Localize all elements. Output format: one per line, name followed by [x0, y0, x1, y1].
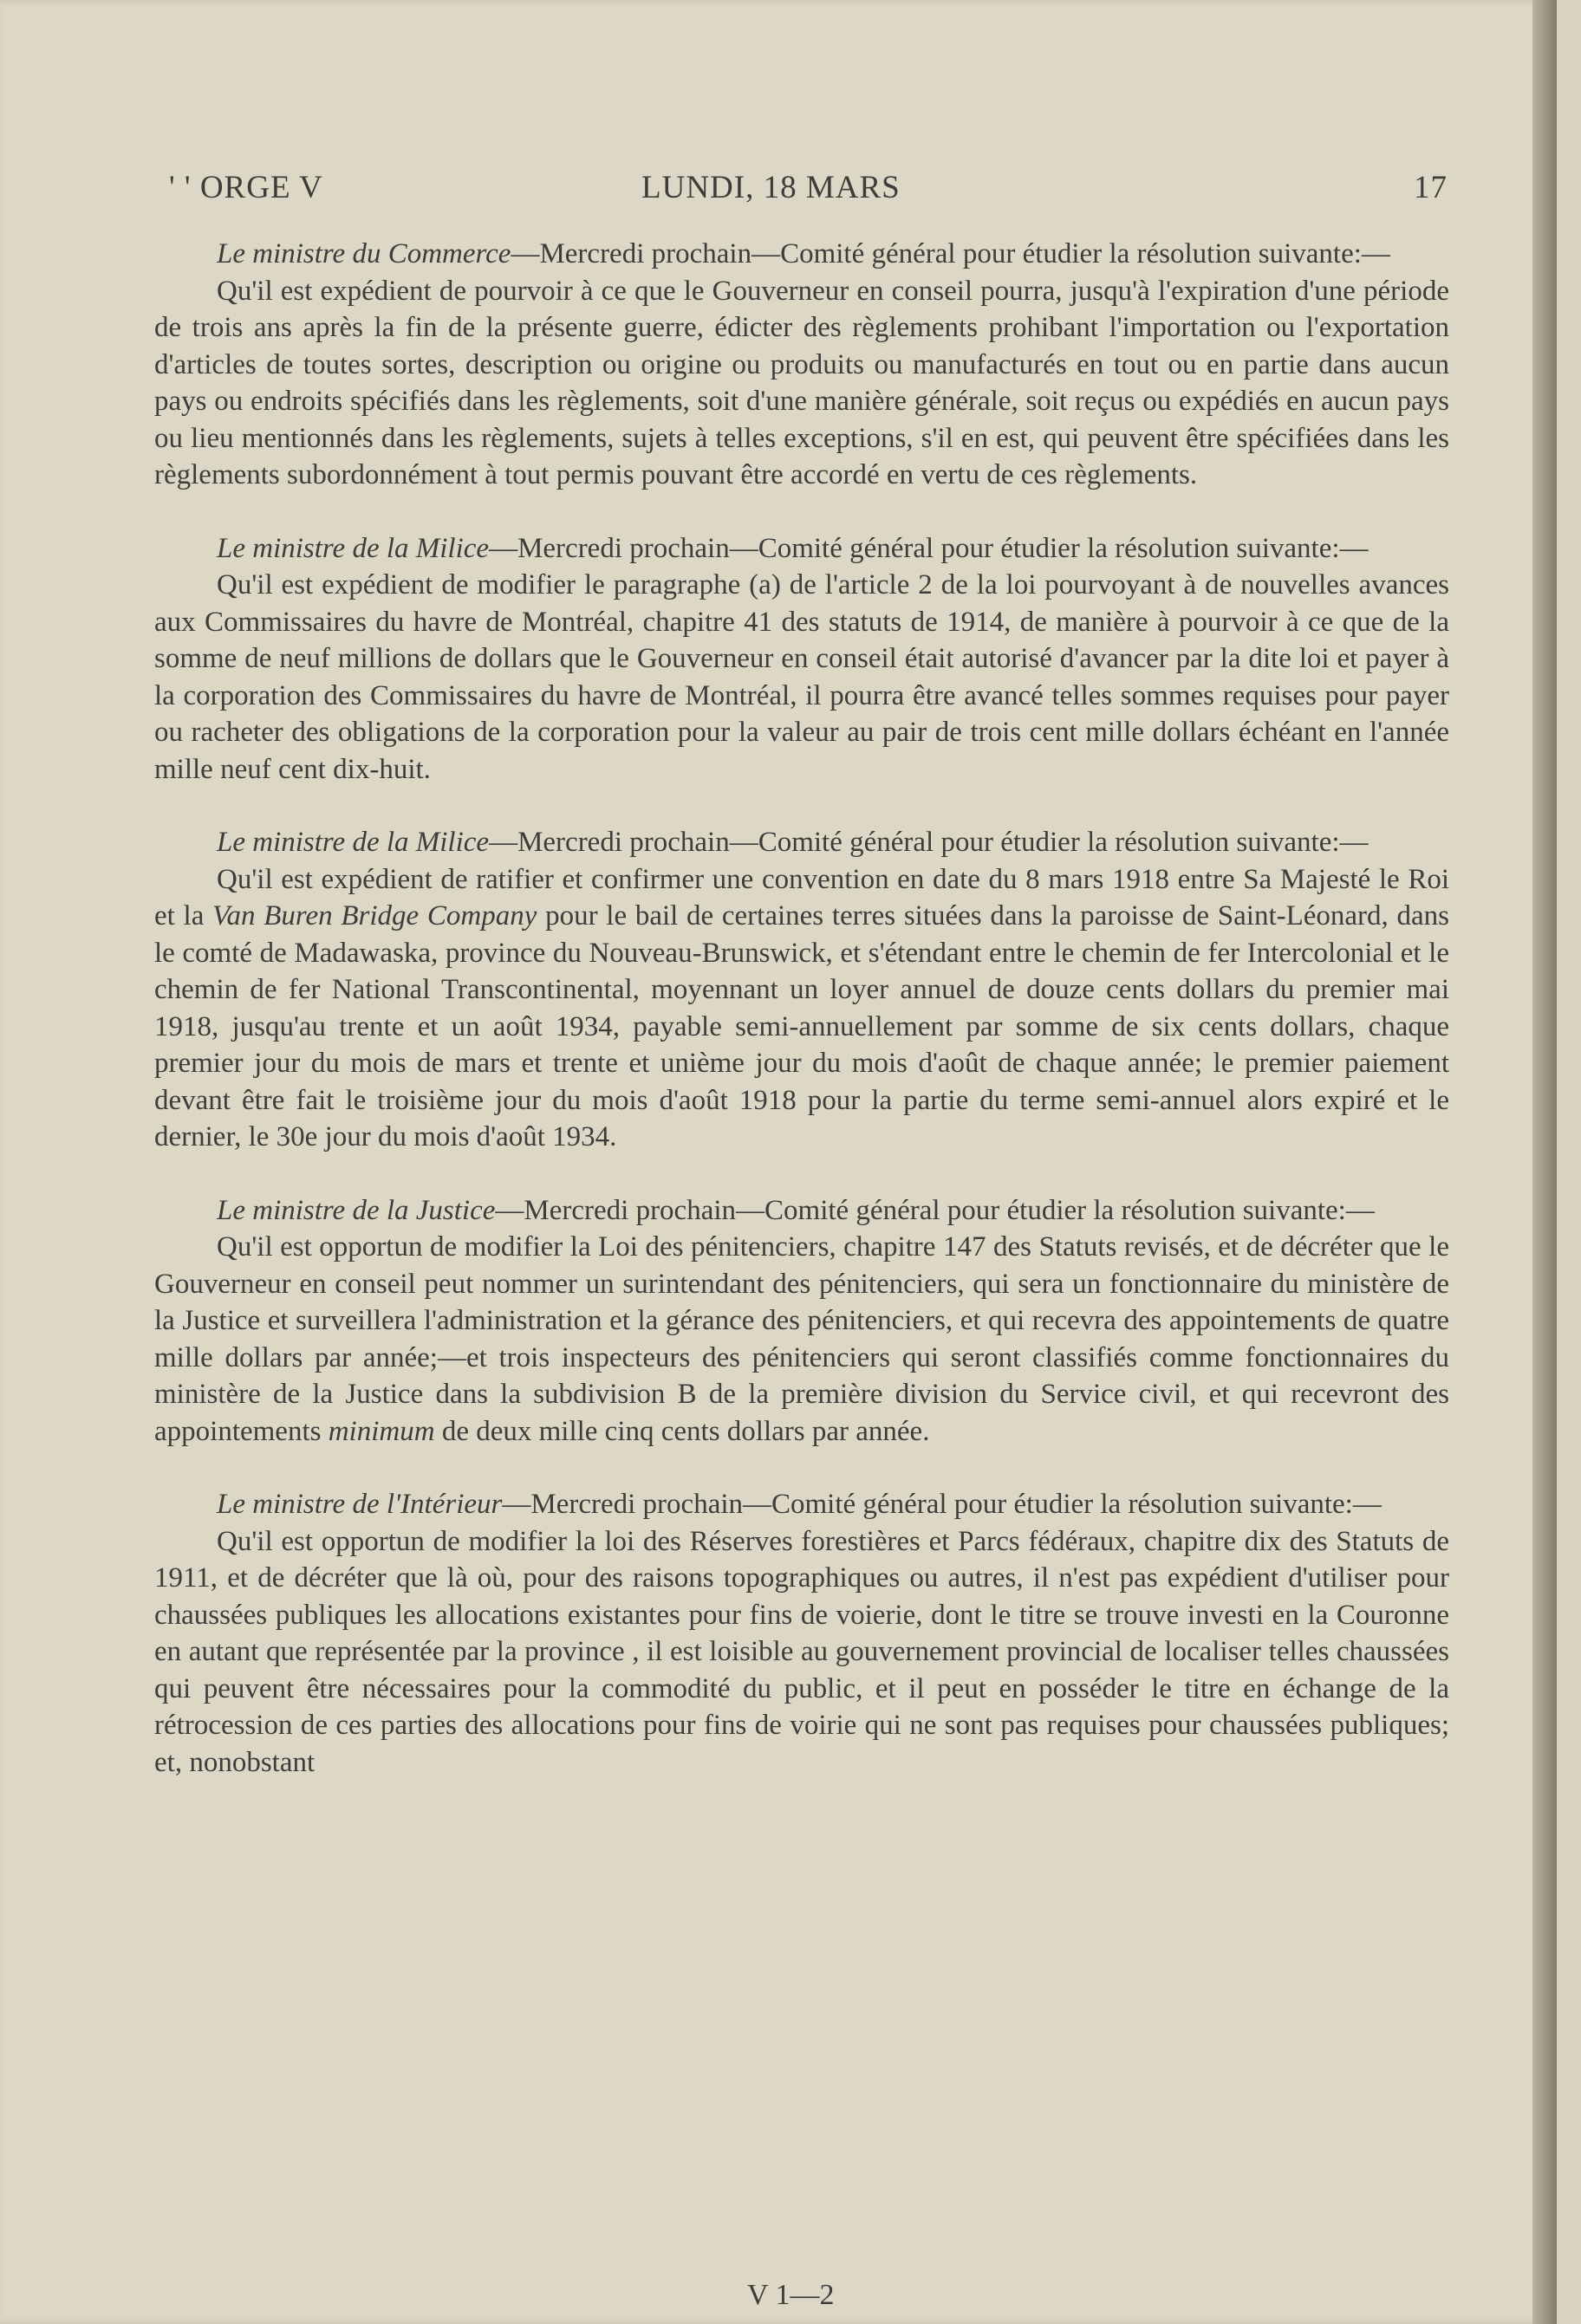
- minister-name: Le ministre de l'Intérieur: [217, 1489, 503, 1520]
- resolution-text: [154, 1229, 1449, 1450]
- notice-lead: [154, 824, 1449, 861]
- resolution-text: [154, 861, 1449, 1156]
- resolution-text-end: pour le bail de certaines terres situées dans la paroisse de Saint-Léonard, dans le comté de Madawaska, province du Nouveau-Brunswick, et s'étendant entre le chemin de fer Intercolonial et le chemin de fer National Transcontinental, moyennant un loyer annuel de douze cents dollars du premier mai 1918, jusqu'au trente et un août 1934, payable semi-annuellement par somme de six cents dollars, chaque premier jour du mois de mars et trente et unième jour du mois d'août de chaque année; le premier paiement devant être fait le troisième jour du mois d'août 1918 pour la partie du terme semi-annuel alors expiré et le dernier, le 30e jour du mois d'août 1934.: [154, 900, 1449, 1152]
- notice-milice-2: [154, 824, 1449, 1156]
- resolution-text: Qu'il est opportun de modifier la loi des Réserves forestières et Parcs fédéraux, chapitre dix des Statuts de 1911, et de décréter que là où, pour des raisons topographiques ou autres, il n'est pas expédient d'utiliser pour chaussées publiques les allocations existantes pour fins de voierie, dont le titre se trouve investi en la Couronne en autant que représentée par la province , il est loisible au gouvernement provincial de localiser telles chaussées qui peuvent être nécessaires pour la commodité du public, et il peut en posséder le titre en échange de la rétrocession de ces parties des allocations pour fins de voirie qui ne sont pas requises pour chaussées publiques; et, nonobstant: [154, 1525, 1449, 1778]
- notice-commerce: [154, 236, 1449, 494]
- notices: [154, 236, 1449, 1817]
- notice-lead: [154, 1192, 1449, 1230]
- notice-intro: —Mercredi prochain—Comité général pour étudier la résolution suivante:—: [489, 827, 1369, 858]
- notice-justice: [154, 1192, 1449, 1451]
- signature-mark: V 1—2: [747, 2279, 835, 2311]
- resolution-text-end: de deux mille cinq cents dollars par année.: [434, 1415, 930, 1447]
- minister-name: Le ministre du Commerce: [217, 238, 511, 269]
- company-name: Van Buren Bridge Company: [212, 900, 537, 932]
- page-number: 17: [1414, 170, 1448, 205]
- notice-milice-1: [154, 530, 1449, 789]
- resolution-text-start: Qu'il est opportun de modifier la Loi des pénitenciers, chapitre 147 des Statuts revisés, et de décréter que le Gouverneur en conseil peut nommer un surintendant des pénitenciers, qui sera un fonctionnaire du ministère de la Justice et surveillera l'administration et la gérance des pénitenciers, et qui recevra des appointements de quatre mille dollars par année;—et trois inspecteurs des pénitenciers qui seront classifiés comme fonctionnaires du ministère de la Justice dans la subdivision B de la première division du Service civil, et qui recevront des appointements: [154, 1231, 1449, 1447]
- resolution-text-start: Qu'il est expédient de ratifier et confirmer une convention en date du 8 mars 1918 entre Sa Majesté le Roi et la: [154, 863, 1449, 932]
- notice-intro: —Mercredi prochain—Comité général pour étudier la résolution suivante:—: [511, 238, 1390, 269]
- minister-name: Le ministre de la Justice: [217, 1194, 496, 1226]
- resolution-text: Qu'il est expédient de pourvoir à ce que le Gouverneur en conseil pourra, jusqu'à l'expiration d'une période de trois ans après la fin de la présente guerre, édicter des règlements prohibant l'importation ou l'exportation d'articles de toutes sortes, description ou origine ou produits ou manufacturés en tout ou en partie dans aucun pays ou endroits spécifiés dans les règlements, soit d'une manière générale, soit reçus ou expédiés en aucun pays ou lieu mentionnés dans les règlements, sujets à telles exceptions, s'il en est, qui peuvent être spécifiées dans les règlements subordonnément à tout permis pouvant être accordé en vertu de ces règlements.: [154, 275, 1449, 490]
- emphasis-minimum: minimum: [328, 1415, 435, 1447]
- running-header: [169, 169, 1448, 211]
- notice-lead: [154, 1486, 1449, 1523]
- notice-intro: —Mercredi prochain—Comité général pour étudier la résolution suivante:—: [495, 1194, 1375, 1226]
- minister-name: Le ministre de la Milice: [217, 827, 490, 858]
- resolution-text: Qu'il est expédient de modifier le paragraphe (a) de l'article 2 de la loi pourvoyant à de nouvelles avances aux Commissaires du havre de Montréal, chapitre 41 des statuts de 1914, de manière à pourvoir à ce que de la somme de neuf millions de dollars que le Gouverneur en conseil était autorisé d'avancer par la dite loi et payer à la corporation des Commissaires du havre de Montréal, il pourra être avancé telles sommes requises pour payer ou racheter des obligations de la corporation pour la valeur au pair de trois cent mille dollars échéant en l'année mille neuf cent dix-huit.: [154, 569, 1449, 785]
- notice-intro: —Mercredi prochain—Comité général pour étudier la résolution suivante:—: [502, 1489, 1382, 1520]
- notice-lead: [154, 530, 1449, 568]
- notice-lead: [154, 236, 1449, 273]
- page-edge: [1532, 0, 1557, 2324]
- header-date: LUNDI, 18 MARS: [641, 170, 901, 205]
- header-left: ' ' ORGE V: [169, 170, 323, 205]
- notice-intro: —Mercredi prochain—Comité général pour étudier la résolution suivante:—: [489, 532, 1369, 564]
- notice-interieur: [154, 1486, 1449, 1781]
- minister-name: Le ministre de la Milice: [217, 532, 490, 564]
